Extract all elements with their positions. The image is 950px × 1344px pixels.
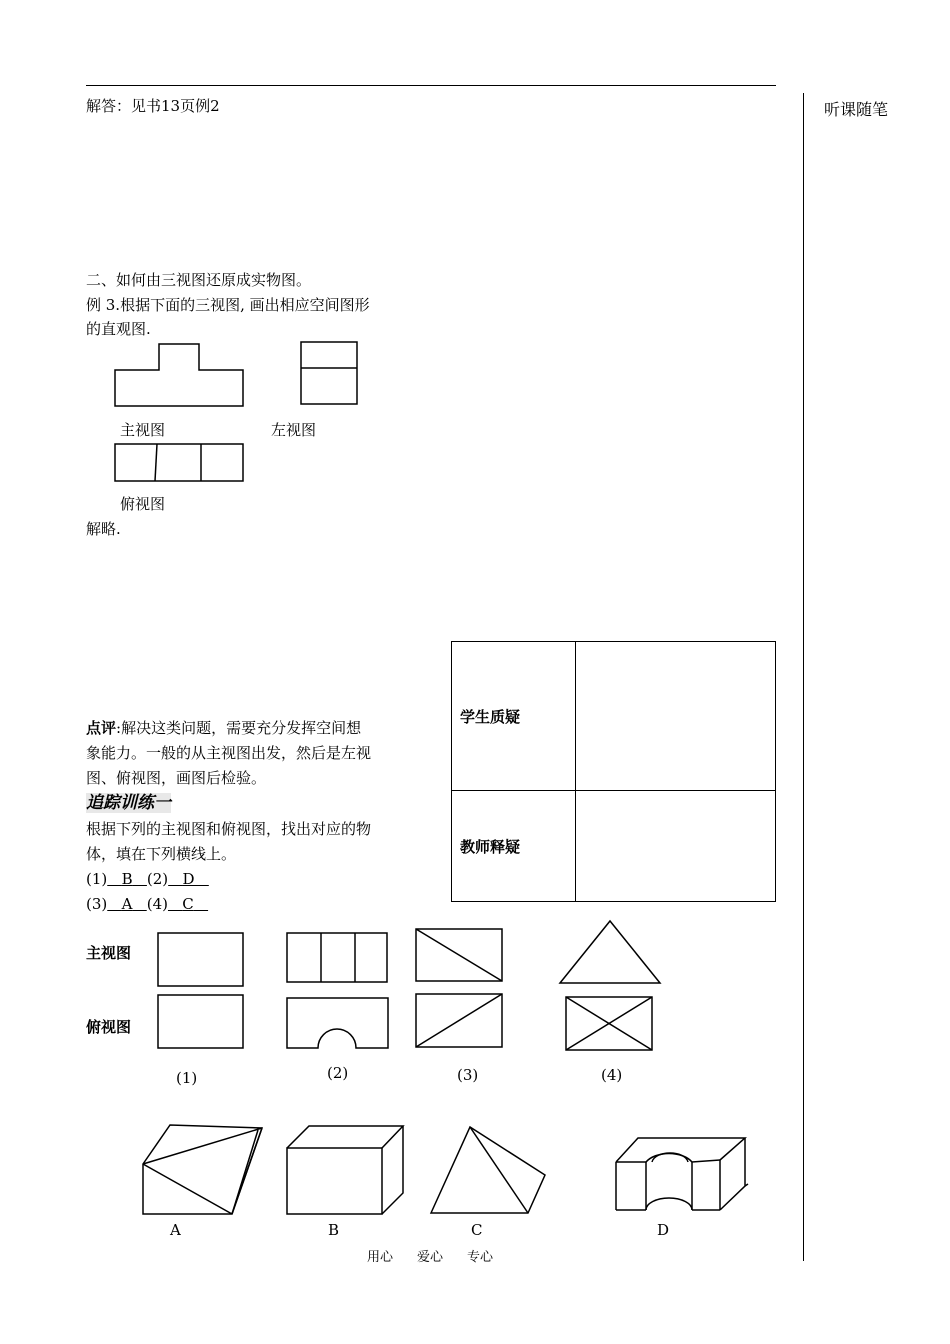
footer-text-1: 用心 — [367, 1250, 394, 1265]
answer-blank-4: C — [182, 895, 194, 913]
solid-c — [431, 1127, 545, 1213]
solid-label-b: B — [328, 1221, 340, 1239]
comment-line-3: 图、俯视图，画图后检验。 — [86, 769, 267, 787]
row-label-front: 主视图 — [86, 944, 132, 962]
view-3-top — [416, 994, 502, 1047]
sidebar-title: 听课随笔 — [824, 100, 889, 119]
answer-row-1: (1) B (2) D — [86, 869, 209, 889]
comment-line-2: 象能力。一般的从主视图出发，然后是左视 — [86, 744, 372, 762]
solid-label-d: D — [657, 1221, 670, 1239]
view-4-top — [566, 997, 652, 1050]
example-line-1: 例 3.根据下面的三视图, 画出相应空间图形 — [86, 296, 370, 314]
label-top-view: 俯视图 — [120, 495, 166, 513]
section-heading: 二、如何由三视图还原成实物图。 — [86, 271, 312, 289]
student-question-label: 学生质疑 — [452, 642, 576, 791]
figure-number-2: (2) — [327, 1064, 349, 1082]
view-2-top — [287, 998, 388, 1048]
answer-line: 解答：见书13页例2 — [86, 97, 220, 115]
view-2-front — [287, 933, 387, 982]
answer-row-2: (3) A (4) C — [86, 894, 208, 914]
tracking-heading: 追踪训练一 — [86, 793, 171, 813]
solid-a — [143, 1125, 262, 1214]
view-1-top — [158, 995, 243, 1048]
view-4-front — [560, 921, 660, 983]
figure-number-1: (1) — [176, 1069, 198, 1087]
figure-number-3: (3) — [457, 1066, 479, 1084]
answer-blank-1: B — [121, 870, 133, 888]
view-1-front — [158, 933, 243, 986]
solution-text: 解略. — [86, 520, 121, 538]
footer-text-3: 专心 — [467, 1250, 494, 1265]
answer-blank-3: A — [121, 895, 133, 913]
solid-label-c: C — [471, 1221, 483, 1239]
label-front-view: 主视图 — [120, 421, 166, 439]
tracking-line-1: 根据下列的主视图和俯视图，找出对应的物 — [86, 820, 372, 838]
solid-d — [616, 1138, 748, 1210]
solid-b — [287, 1126, 403, 1214]
example-line-2: 的直观图. — [86, 320, 151, 338]
footer-text-2: 爱心 — [417, 1250, 444, 1265]
figure-number-4: (4) — [601, 1066, 623, 1084]
solid-label-a: A — [170, 1221, 181, 1239]
row-label-top: 俯视图 — [86, 1018, 132, 1036]
comment-label: 点评 — [86, 719, 117, 737]
view-3-front — [416, 929, 502, 981]
label-left-view: 左视图 — [271, 421, 317, 439]
tracking-line-2: 体，填在下列横线上。 — [86, 845, 237, 863]
teacher-answer-label: 教师释疑 — [452, 791, 576, 902]
comment-line-1: 点评:解决这类问题，需要充分发挥空间想 — [86, 719, 362, 737]
answer-blank-2: D — [182, 870, 195, 888]
